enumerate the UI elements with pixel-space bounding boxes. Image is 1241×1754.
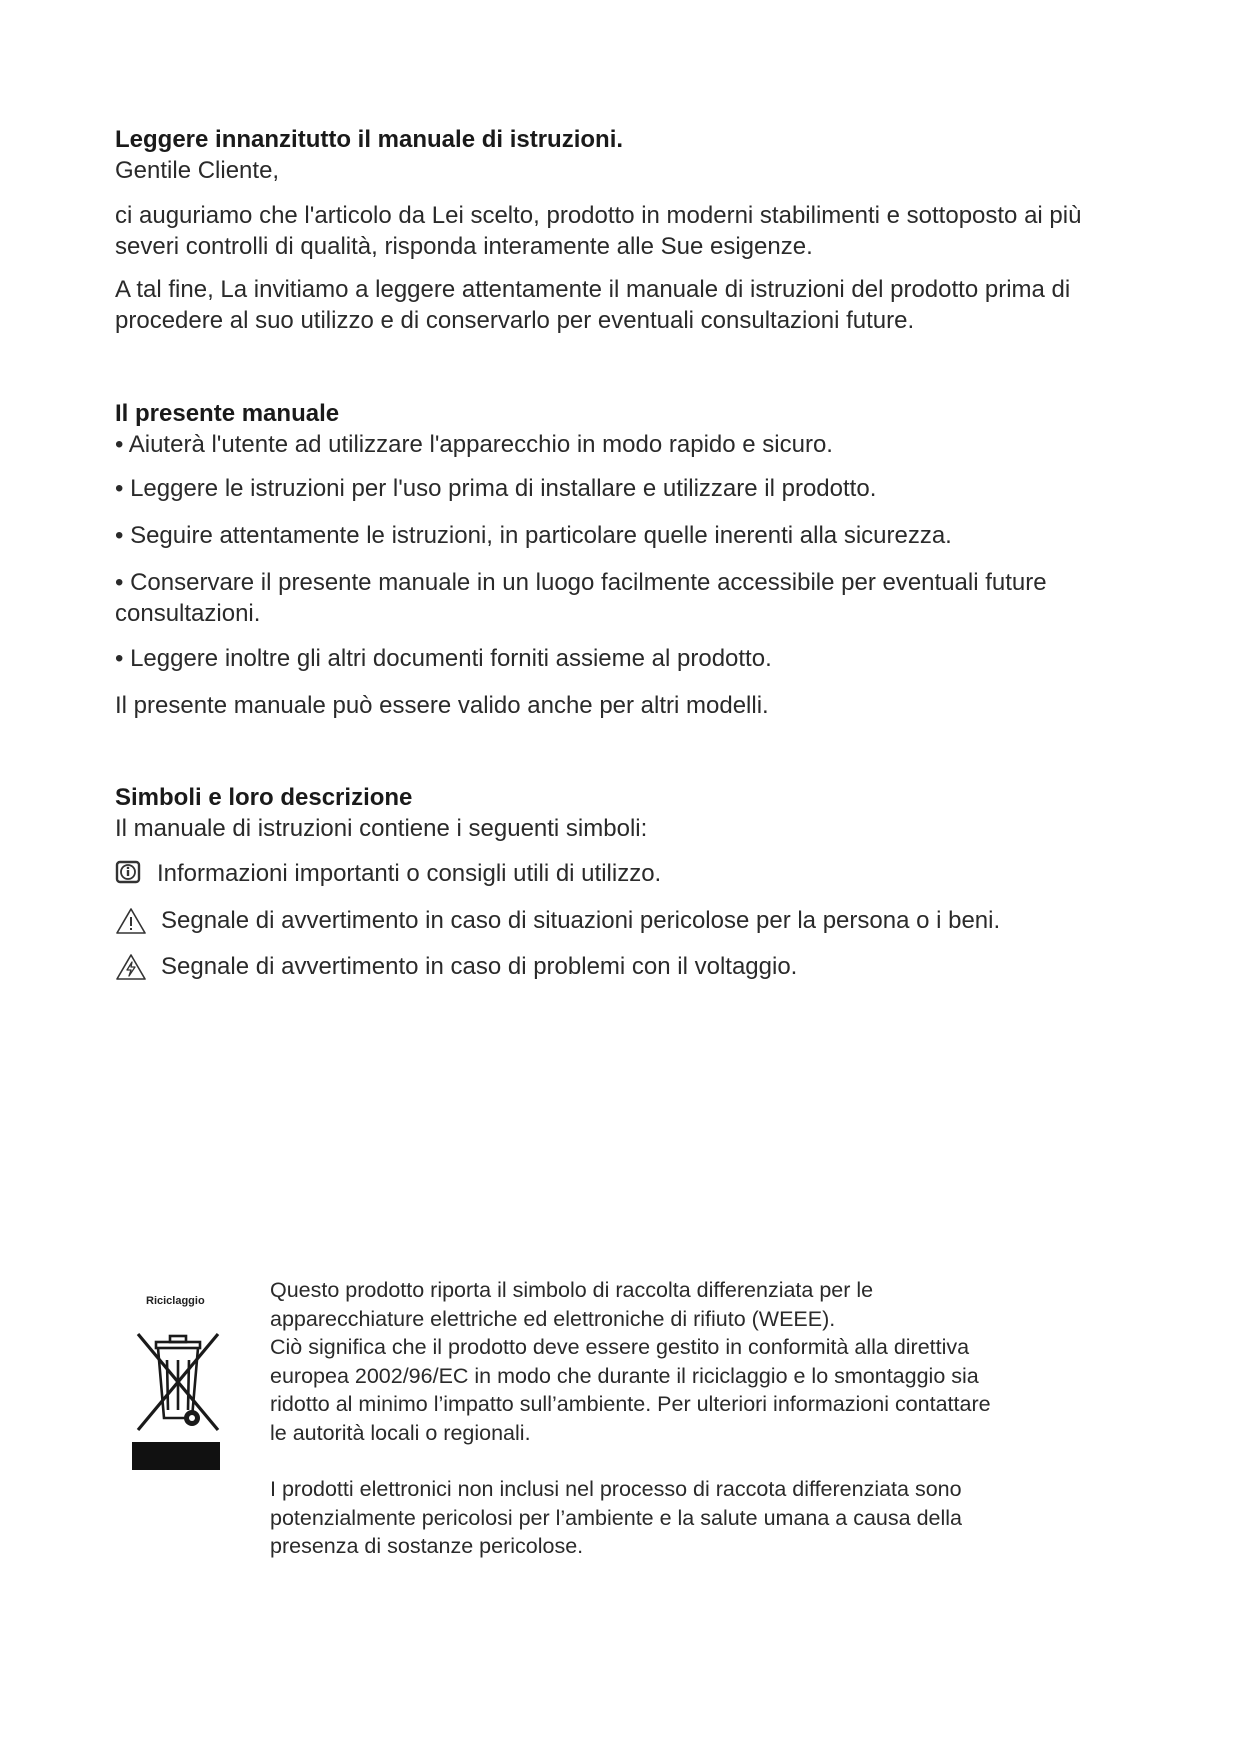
manual-bullet-3: • Seguire attentamente le istruzioni, in particolare quelle inerenti alla sicurezza. [115,522,952,549]
symbol-warning-text: Segnale di avvertimento in caso di situazioni pericolose per la persona o i beni. [161,907,1001,934]
symbol-voltage-text: Segnale di avvertimento in caso di problemi con il voltaggio. [161,953,798,980]
intro-paragraph-1-line-2: severi controlli di qualità, risponda interamente alle Sue esigenze. [115,233,813,260]
recycling-p1-line-3: Ciò significa che il prodotto deve essere gestito in conformità alla direttiva [270,1335,970,1359]
recycling-p1-line-6: le autorità locali o regionali. [270,1420,531,1445]
manual-heading: Il presente manuale [115,400,340,427]
recycling-label: Riciclaggio [146,1295,205,1307]
symbols-section [115,782,1115,844]
greeting: Gentile Cliente, [115,157,280,184]
symbols-heading: Simboli e loro descrizione [115,784,413,811]
recycling-p2-line-2: potenzialmente pericolosi per l’ambiente e la salute umana a causa della [270,1505,962,1530]
recycling-p1-line-5: ridotto al minimo l’impatto sull’ambiente. Per ulteriori informazioni contattare [270,1392,991,1416]
intro-paragraph-2-line-1: A tal fine, La invitiamo a leggere attentamente il manuale di istruzioni del prodotto prima di [115,276,1071,303]
manual-bullet-2: • Leggere le istruzioni per l'uso prima di installare e utilizzare il prodotto. [115,475,877,502]
recycling-p1-line-2: apparecchiature elettriche ed elettroniche di rifiuto (WEEE). [270,1306,836,1331]
symbols-intro: Il manuale di istruzioni contiene i seguenti simboli: [115,815,648,842]
manual-bullet-4-line-1: • Conservare il presente manuale in un luogo facilmente accessibile per eventuali future [115,569,1047,596]
voltage-warning-icon [115,953,147,989]
recycling-p1-line-4: europea 2002/96/EC in modo che durante il riciclaggio e lo smontaggio sia [270,1363,979,1388]
intro-section [115,124,1115,336]
manual-bullet-4-line-2: consultazioni. [115,600,261,627]
symbol-info-text: Informazioni importanti o consigli utili di utilizzo. [157,860,662,887]
warning-icon [115,907,147,943]
intro-heading: Leggere innanzitutto il manuale di istruzioni. [115,126,624,153]
recycling-p2-line-1: I prodotti elettronici non inclusi nel processo di raccota differenziata sono [270,1477,962,1501]
recycling-text [270,1276,1070,1561]
intro-paragraph-1-line-1: ci auguriamo che l'articolo da Lei scelto, prodotto in moderni stabilimenti e sottoposto ai più [115,202,1082,229]
info-icon [115,860,141,892]
weee-bin-icon [130,1318,226,1477]
manual-note: Il presente manuale può essere valido anche per altri modelli. [115,692,769,719]
recycling-p1-line-1: Questo prodotto riporta il simbolo di raccolta differenziata per le [270,1278,874,1302]
manual-bullet-5: • Leggere inoltre gli altri documenti forniti assieme al prodotto. [115,645,772,672]
manual-section [115,398,1115,721]
recycling-p2-line-3: presenza di sostanze pericolose. [270,1534,584,1558]
manual-bullet-1: • Aiuterà l'utente ad utilizzare l'apparecchio in modo rapido e sicuro. [115,431,833,458]
intro-paragraph-2-line-2: procedere al suo utilizzo e di conservarlo per eventuali consultazioni future. [115,307,915,334]
